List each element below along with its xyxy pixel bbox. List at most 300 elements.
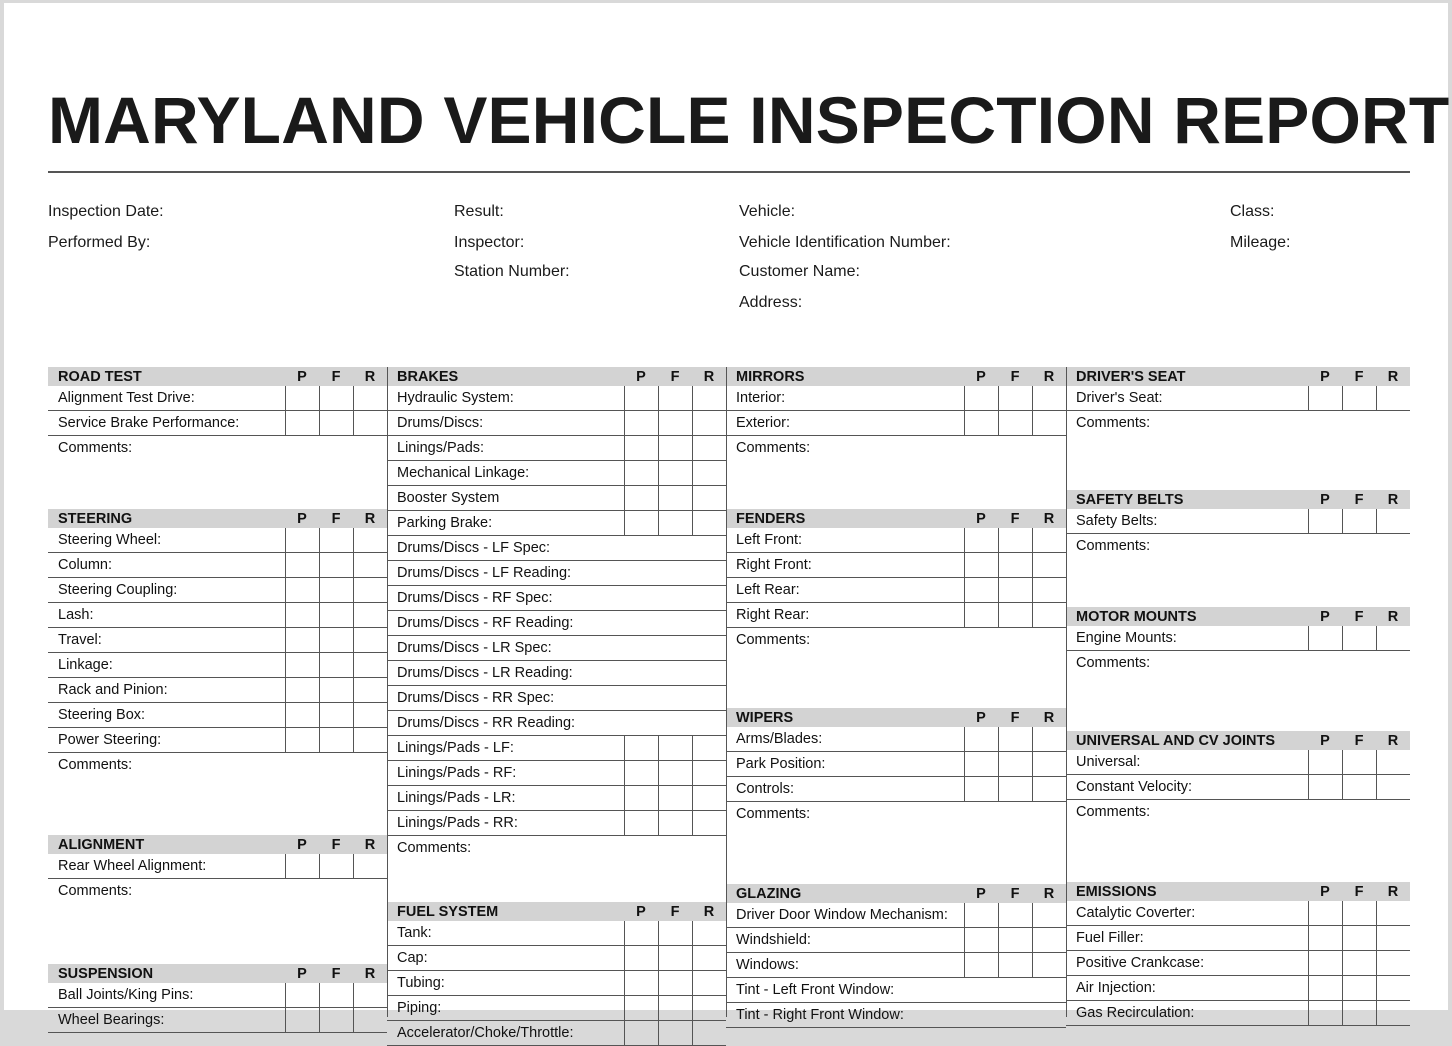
row-label: Tank: (397, 925, 432, 941)
comments-area[interactable] (726, 802, 1066, 884)
row-label: Driver Door Window Mechanism: (736, 907, 948, 923)
inspection-row (726, 578, 1066, 603)
row-label: Air Injection: (1076, 980, 1156, 996)
row-label: Linings/Pads - LR: (397, 790, 516, 806)
inspection-row (387, 761, 726, 786)
checkbox-p[interactable] (624, 971, 659, 995)
pfr-header-f: F (1354, 492, 1364, 508)
section-title: SUSPENSION (58, 966, 154, 982)
checkbox-f[interactable] (998, 903, 1033, 927)
checkbox-f[interactable] (1342, 750, 1377, 774)
inspection-row (1066, 509, 1410, 534)
checkbox-f[interactable] (998, 386, 1033, 410)
checkbox-p[interactable] (285, 983, 320, 1007)
pfr-header-r: R (1387, 609, 1399, 625)
checkbox-p[interactable] (1308, 901, 1343, 925)
pfr-header-r: R (364, 837, 376, 853)
checkbox-p[interactable] (285, 628, 320, 652)
checkbox-f[interactable] (658, 511, 693, 535)
row-label: Engine Mounts: (1076, 630, 1177, 646)
section-title: FENDERS (736, 511, 806, 527)
comments-label: Comments: (736, 632, 811, 648)
checkbox-r[interactable] (353, 678, 388, 702)
checkbox-r[interactable] (692, 786, 727, 810)
inspection-row (726, 1003, 1066, 1028)
pfr-header-r: R (703, 369, 715, 385)
pfr-header-p: P (1320, 609, 1330, 625)
checkbox-r[interactable] (692, 921, 727, 945)
checkbox-p[interactable] (624, 436, 659, 460)
checkbox-r[interactable] (1032, 777, 1067, 801)
checkbox-f[interactable] (658, 436, 693, 460)
inspection-row (48, 678, 387, 703)
checkbox-p[interactable] (1308, 386, 1343, 410)
pfr-header-p: P (297, 511, 307, 527)
section-header-safety-belts (1066, 490, 1410, 509)
checkbox-p[interactable] (624, 761, 659, 785)
checkbox-f[interactable] (658, 946, 693, 970)
checkbox-f[interactable] (998, 953, 1033, 977)
inspection-row (48, 386, 387, 411)
checkbox-p[interactable] (624, 411, 659, 435)
checkbox-f[interactable] (319, 386, 354, 410)
checkbox-r[interactable] (692, 811, 727, 835)
inspection-row (48, 628, 387, 653)
checkbox-f[interactable] (319, 603, 354, 627)
pfr-header-f: F (331, 837, 341, 853)
checkbox-r[interactable] (353, 578, 388, 602)
inspection-row (726, 411, 1066, 436)
inspection-row (726, 752, 1066, 777)
comments-label: Comments: (736, 806, 811, 822)
pfr-header-p: P (1320, 492, 1330, 508)
checkbox-p[interactable] (624, 996, 659, 1020)
checkbox-f[interactable] (658, 1021, 693, 1045)
checkbox-f[interactable] (319, 678, 354, 702)
checkbox-p[interactable] (964, 386, 999, 410)
inspection-row (387, 811, 726, 836)
row-label: Left Front: (736, 532, 803, 548)
info-label: Result: (454, 203, 504, 220)
row-label: Linings/Pads - LF: (397, 740, 514, 756)
section-header-emissions (1066, 882, 1410, 901)
checkbox-f[interactable] (1342, 926, 1377, 950)
inspection-row (387, 486, 726, 511)
pfr-header-f: F (1010, 369, 1020, 385)
checkbox-r[interactable] (692, 411, 727, 435)
row-label: Steering Box: (58, 707, 146, 723)
inspection-row (1066, 386, 1410, 411)
checkbox-f[interactable] (1342, 386, 1377, 410)
checkbox-r[interactable] (353, 603, 388, 627)
checkbox-r[interactable] (1032, 928, 1067, 952)
inspection-row (48, 603, 387, 628)
section-title: UNIVERSAL AND CV JOINTS (1076, 733, 1275, 749)
inspection-row (387, 461, 726, 486)
inspection-row (387, 686, 726, 711)
row-label: Column: (58, 557, 112, 573)
pfr-header-p: P (1320, 884, 1330, 900)
checkbox-r[interactable] (692, 386, 727, 410)
row-label: Safety Belts: (1076, 513, 1158, 529)
row-label: Travel: (58, 632, 102, 648)
checkbox-p[interactable] (285, 528, 320, 552)
row-label: Drums/Discs - RF Spec: (397, 590, 553, 606)
checkbox-p[interactable] (964, 578, 999, 602)
checkbox-p[interactable] (285, 653, 320, 677)
inspection-row (48, 728, 387, 753)
row-label: Drums/Discs - RF Reading: (397, 615, 574, 631)
checkbox-r[interactable] (692, 436, 727, 460)
checkbox-r[interactable] (353, 553, 388, 577)
checkbox-f[interactable] (1342, 1001, 1377, 1025)
checkbox-f[interactable] (1342, 626, 1377, 650)
checkbox-f[interactable] (1342, 509, 1377, 533)
checkbox-f[interactable] (319, 628, 354, 652)
section-header-suspension (48, 964, 387, 983)
checkbox-f[interactable] (658, 386, 693, 410)
pfr-header-f: F (331, 966, 341, 982)
checkbox-r[interactable] (1376, 976, 1411, 1000)
checkbox-p[interactable] (285, 1008, 320, 1032)
comments-area[interactable] (1066, 651, 1410, 731)
pfr-header-p: P (1320, 733, 1330, 749)
inspection-row (48, 553, 387, 578)
checkbox-r[interactable] (1376, 901, 1411, 925)
checkbox-f[interactable] (658, 921, 693, 945)
checkbox-p[interactable] (285, 553, 320, 577)
row-label: Tubing: (397, 975, 445, 991)
checkbox-f[interactable] (998, 752, 1033, 776)
comments-area[interactable] (48, 436, 387, 509)
checkbox-f[interactable] (998, 603, 1033, 627)
inspection-row (48, 854, 387, 879)
row-label: Universal: (1076, 754, 1141, 770)
checkbox-r[interactable] (1032, 903, 1067, 927)
checkbox-p[interactable] (1308, 775, 1343, 799)
checkbox-r[interactable] (692, 461, 727, 485)
row-label: Lash: (58, 607, 94, 623)
pfr-header-p: P (976, 511, 986, 527)
checkbox-f[interactable] (998, 928, 1033, 952)
checkbox-r[interactable] (353, 983, 388, 1007)
checkbox-p[interactable] (624, 921, 659, 945)
row-label: Rack and Pinion: (58, 682, 168, 698)
checkbox-r[interactable] (1376, 775, 1411, 799)
inspection-column (1066, 367, 1410, 1026)
checkbox-f[interactable] (1342, 951, 1377, 975)
inspection-row (387, 736, 726, 761)
inspection-row (387, 921, 726, 946)
comments-label: Comments: (58, 883, 133, 899)
row-label: Drums/Discs - LF Spec: (397, 540, 551, 556)
checkbox-r[interactable] (1032, 386, 1067, 410)
row-label: Parking Brake: (397, 515, 493, 531)
row-label: Catalytic Coverter: (1076, 905, 1196, 921)
checkbox-p[interactable] (624, 811, 659, 835)
checkbox-p[interactable] (624, 386, 659, 410)
checkbox-r[interactable] (1032, 553, 1067, 577)
checkbox-r[interactable] (1376, 951, 1411, 975)
comments-area[interactable] (48, 879, 387, 964)
section-header-steering (48, 509, 387, 528)
comments-area[interactable] (1066, 411, 1410, 490)
checkbox-p[interactable] (624, 946, 659, 970)
info-label: Inspection Date: (48, 203, 164, 220)
comments-area[interactable] (726, 436, 1066, 509)
checkbox-f[interactable] (998, 553, 1033, 577)
checkbox-p[interactable] (1308, 976, 1343, 1000)
checkbox-r[interactable] (692, 946, 727, 970)
row-label: Drums/Discs - LR Reading: (397, 665, 573, 681)
comments-label: Comments: (1076, 415, 1151, 431)
checkbox-r[interactable] (1376, 386, 1411, 410)
pfr-header-f: F (1354, 609, 1364, 625)
info-label: Class: (1230, 203, 1275, 220)
pfr-header-r: R (364, 369, 376, 385)
checkbox-f[interactable] (998, 528, 1033, 552)
row-label: Steering Coupling: (58, 582, 178, 598)
checkbox-p[interactable] (285, 854, 320, 878)
checkbox-p[interactable] (964, 603, 999, 627)
checkbox-f[interactable] (998, 727, 1033, 751)
checkbox-r[interactable] (353, 628, 388, 652)
checkbox-r[interactable] (353, 854, 388, 878)
comments-label: Comments: (1076, 538, 1151, 554)
inspection-row (387, 996, 726, 1021)
checkbox-r[interactable] (353, 728, 388, 752)
inspection-row (1066, 926, 1410, 951)
checkbox-f[interactable] (319, 703, 354, 727)
checkbox-r[interactable] (353, 703, 388, 727)
checkbox-p[interactable] (624, 511, 659, 535)
inspection-row (1066, 1001, 1410, 1026)
checkbox-r[interactable] (1032, 603, 1067, 627)
checkbox-f[interactable] (658, 971, 693, 995)
inspection-row (387, 786, 726, 811)
checkbox-f[interactable] (998, 578, 1033, 602)
row-label: Piping: (397, 1000, 442, 1016)
checkbox-r[interactable] (692, 971, 727, 995)
checkbox-p[interactable] (1308, 509, 1343, 533)
inspection-row (48, 411, 387, 436)
inspection-row (387, 561, 726, 586)
comments-area[interactable] (48, 753, 387, 835)
inspection-row (726, 777, 1066, 802)
pfr-header-p: P (976, 886, 986, 902)
checkbox-r[interactable] (1032, 578, 1067, 602)
checkbox-r[interactable] (1032, 727, 1067, 751)
inspection-row (48, 1008, 387, 1033)
checkbox-r[interactable] (692, 511, 727, 535)
report-title: MARYLAND VEHICLE INSPECTION REPORT (48, 83, 1450, 157)
checkbox-r[interactable] (692, 996, 727, 1020)
checkbox-f[interactable] (998, 777, 1033, 801)
checkbox-f[interactable] (998, 411, 1033, 435)
checkbox-r[interactable] (353, 1008, 388, 1032)
checkbox-p[interactable] (964, 777, 999, 801)
row-label: Ball Joints/King Pins: (58, 987, 194, 1003)
checkbox-p[interactable] (624, 1021, 659, 1045)
checkbox-f[interactable] (658, 761, 693, 785)
checkbox-p[interactable] (1308, 1001, 1343, 1025)
inspection-row (387, 511, 726, 536)
checkbox-p[interactable] (624, 736, 659, 760)
pfr-header-p: P (297, 837, 307, 853)
inspection-row (48, 578, 387, 603)
checkbox-p[interactable] (285, 386, 320, 410)
comments-area[interactable] (1066, 534, 1410, 607)
checkbox-p[interactable] (1308, 926, 1343, 950)
row-label: Right Front: (736, 557, 812, 573)
checkbox-r[interactable] (1376, 926, 1411, 950)
checkbox-r[interactable] (353, 411, 388, 435)
checkbox-f[interactable] (319, 983, 354, 1007)
checkbox-p[interactable] (285, 411, 320, 435)
checkbox-r[interactable] (353, 528, 388, 552)
pfr-header-f: F (670, 904, 680, 920)
checkbox-p[interactable] (964, 903, 999, 927)
checkbox-r[interactable] (1376, 626, 1411, 650)
comments-label: Comments: (58, 757, 133, 773)
checkbox-r[interactable] (692, 736, 727, 760)
checkbox-p[interactable] (624, 461, 659, 485)
info-label: Station Number: (454, 263, 570, 280)
checkbox-p[interactable] (285, 603, 320, 627)
checkbox-p[interactable] (624, 786, 659, 810)
checkbox-f[interactable] (319, 578, 354, 602)
checkbox-f[interactable] (319, 653, 354, 677)
row-label: Linings/Pads - RR: (397, 815, 518, 831)
section-header-fenders (726, 509, 1066, 528)
checkbox-p[interactable] (624, 486, 659, 510)
inspection-row (726, 603, 1066, 628)
checkbox-r[interactable] (692, 486, 727, 510)
row-label: Linkage: (58, 657, 113, 673)
comments-area[interactable] (1066, 800, 1410, 882)
row-label: Controls: (736, 781, 795, 797)
comments-area[interactable] (387, 836, 726, 902)
section-title: MIRRORS (736, 369, 805, 385)
pfr-header-f: F (331, 511, 341, 527)
inspection-row (48, 653, 387, 678)
checkbox-p[interactable] (1308, 626, 1343, 650)
inspection-row (387, 411, 726, 436)
checkbox-r[interactable] (1032, 752, 1067, 776)
checkbox-r[interactable] (1376, 750, 1411, 774)
comments-label: Comments: (58, 440, 133, 456)
checkbox-f[interactable] (319, 1008, 354, 1032)
pfr-header-p: P (1320, 369, 1330, 385)
row-label: Gas Recirculation: (1076, 1005, 1195, 1021)
checkbox-r[interactable] (1032, 411, 1067, 435)
comments-area[interactable] (726, 628, 1066, 708)
checkbox-f[interactable] (1342, 901, 1377, 925)
section-header-motor-mounts (1066, 607, 1410, 626)
checkbox-r[interactable] (692, 761, 727, 785)
comments-label: Comments: (1076, 655, 1151, 671)
section-header-mirrors (726, 367, 1066, 386)
inspection-row (387, 1021, 726, 1046)
checkbox-r[interactable] (1376, 509, 1411, 533)
checkbox-p[interactable] (964, 727, 999, 751)
pfr-header-r: R (1387, 884, 1399, 900)
checkbox-f[interactable] (319, 728, 354, 752)
checkbox-f[interactable] (1342, 976, 1377, 1000)
checkbox-f[interactable] (319, 553, 354, 577)
checkbox-p[interactable] (964, 752, 999, 776)
checkbox-f[interactable] (1342, 775, 1377, 799)
info-label: Address: (739, 294, 803, 311)
checkbox-f[interactable] (319, 854, 354, 878)
inspection-row (48, 703, 387, 728)
checkbox-f[interactable] (658, 486, 693, 510)
checkbox-f[interactable] (658, 736, 693, 760)
inspection-row (387, 436, 726, 461)
checkbox-p[interactable] (964, 553, 999, 577)
pfr-header-f: F (1010, 886, 1020, 902)
pfr-header-f: F (1010, 511, 1020, 527)
row-label: Rear Wheel Alignment: (58, 858, 207, 874)
inspection-row (387, 636, 726, 661)
inspection-row (726, 386, 1066, 411)
checkbox-p[interactable] (964, 528, 999, 552)
checkbox-p[interactable] (964, 411, 999, 435)
checkbox-p[interactable] (1308, 750, 1343, 774)
pfr-header-f: F (1354, 884, 1364, 900)
checkbox-r[interactable] (353, 386, 388, 410)
checkbox-f[interactable] (319, 528, 354, 552)
checkbox-p[interactable] (285, 678, 320, 702)
checkbox-f[interactable] (658, 411, 693, 435)
inspection-row (48, 528, 387, 553)
checkbox-p[interactable] (285, 728, 320, 752)
checkbox-f[interactable] (319, 411, 354, 435)
section-title: FUEL SYSTEM (397, 904, 499, 920)
checkbox-r[interactable] (353, 653, 388, 677)
row-label: Steering Wheel: (58, 532, 162, 548)
pfr-header-r: R (364, 511, 376, 527)
checkbox-f[interactable] (658, 811, 693, 835)
checkbox-p[interactable] (964, 953, 999, 977)
checkbox-f[interactable] (658, 461, 693, 485)
pfr-header-f: F (1354, 733, 1364, 749)
checkbox-f[interactable] (658, 996, 693, 1020)
row-label: Alignment Test Drive: (58, 390, 195, 406)
section-title: SAFETY BELTS (1076, 492, 1184, 508)
pfr-header-r: R (1387, 492, 1399, 508)
section-title: ALIGNMENT (58, 837, 145, 853)
pfr-header-r: R (1043, 511, 1055, 527)
checkbox-f[interactable] (658, 786, 693, 810)
info-label: Mileage: (1230, 234, 1291, 251)
inspection-row (387, 611, 726, 636)
checkbox-p[interactable] (964, 928, 999, 952)
pfr-header-p: P (636, 369, 646, 385)
checkbox-p[interactable] (285, 578, 320, 602)
checkbox-r[interactable] (1376, 1001, 1411, 1025)
inspection-row (726, 978, 1066, 1003)
row-label: Park Position: (736, 756, 826, 772)
checkbox-r[interactable] (692, 1021, 727, 1045)
row-label: Tint - Left Front Window: (736, 982, 895, 998)
checkbox-p[interactable] (1308, 951, 1343, 975)
info-label: Inspector: (454, 234, 525, 251)
checkbox-r[interactable] (1032, 528, 1067, 552)
checkbox-p[interactable] (285, 703, 320, 727)
inspection-row (387, 536, 726, 561)
checkbox-r[interactable] (1032, 953, 1067, 977)
